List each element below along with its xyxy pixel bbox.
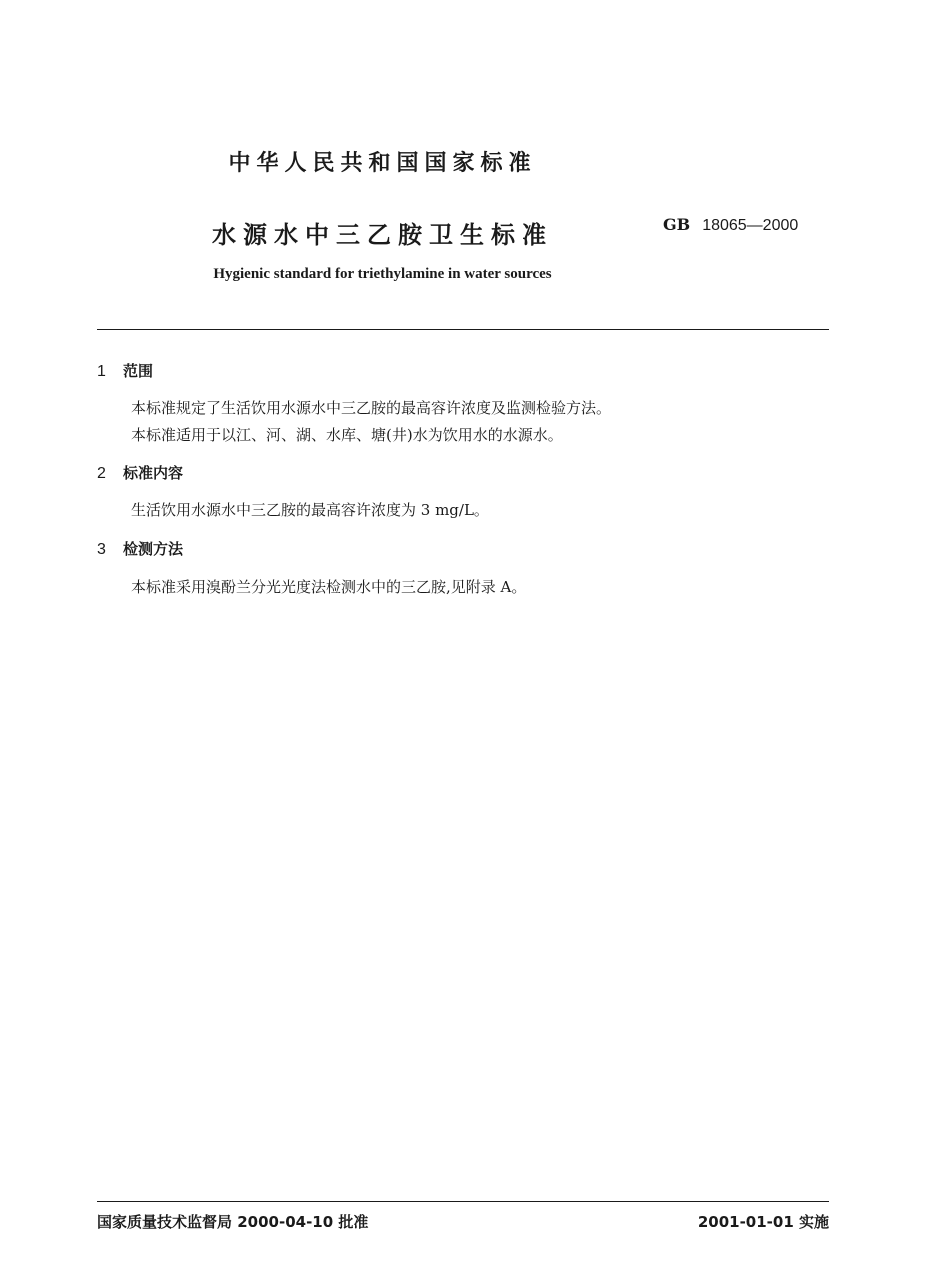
section-1-paragraph-2: 本标准适用于以江、河、湖、水库、塘(井)水为饮用水的水源水。 [131, 426, 563, 444]
approval-line: 国家质量技术监督局 2000-04-10 批准 [97, 1213, 369, 1231]
section-1-title: 范围 [123, 362, 154, 380]
section-3-heading [97, 538, 183, 559]
section-1-paragraph-1: 本标准规定了生活饮用水源水中三乙胺的最高容许浓度及监测检验方法。 [131, 399, 612, 417]
section-1-heading [97, 360, 153, 381]
section-2-number: 2 [97, 465, 106, 482]
section-3-title: 检测方法 [123, 540, 184, 558]
implementation-date: 2001-01-01 实施 [697, 1213, 829, 1231]
section-1-number: 1 [97, 363, 106, 380]
section-2-title: 标准内容 [123, 464, 184, 482]
standard-number [663, 215, 798, 235]
section-3-paragraph-1: 本标准采用溴酚兰分光光度法检测水中的三乙胺,见附录 A。 [131, 578, 527, 596]
section-2-heading [97, 462, 183, 483]
english-title: Hygienic standard for triethylamine in water sources [213, 266, 552, 282]
bottom-divider [97, 1201, 829, 1202]
document-title: 水源水中三乙胺卫生标准 [212, 221, 553, 249]
top-divider [97, 329, 829, 330]
section-2-paragraph-1: 生活饮用水源水中三乙胺的最高容许浓度为 3 mg/L。 [131, 501, 489, 519]
standard-prefix: GB [663, 215, 691, 234]
standard-code: 18065—2000 [702, 217, 799, 234]
national-standard-heading: 中华人民共和国国家标准 [228, 151, 537, 176]
section-3-number: 3 [97, 541, 106, 558]
